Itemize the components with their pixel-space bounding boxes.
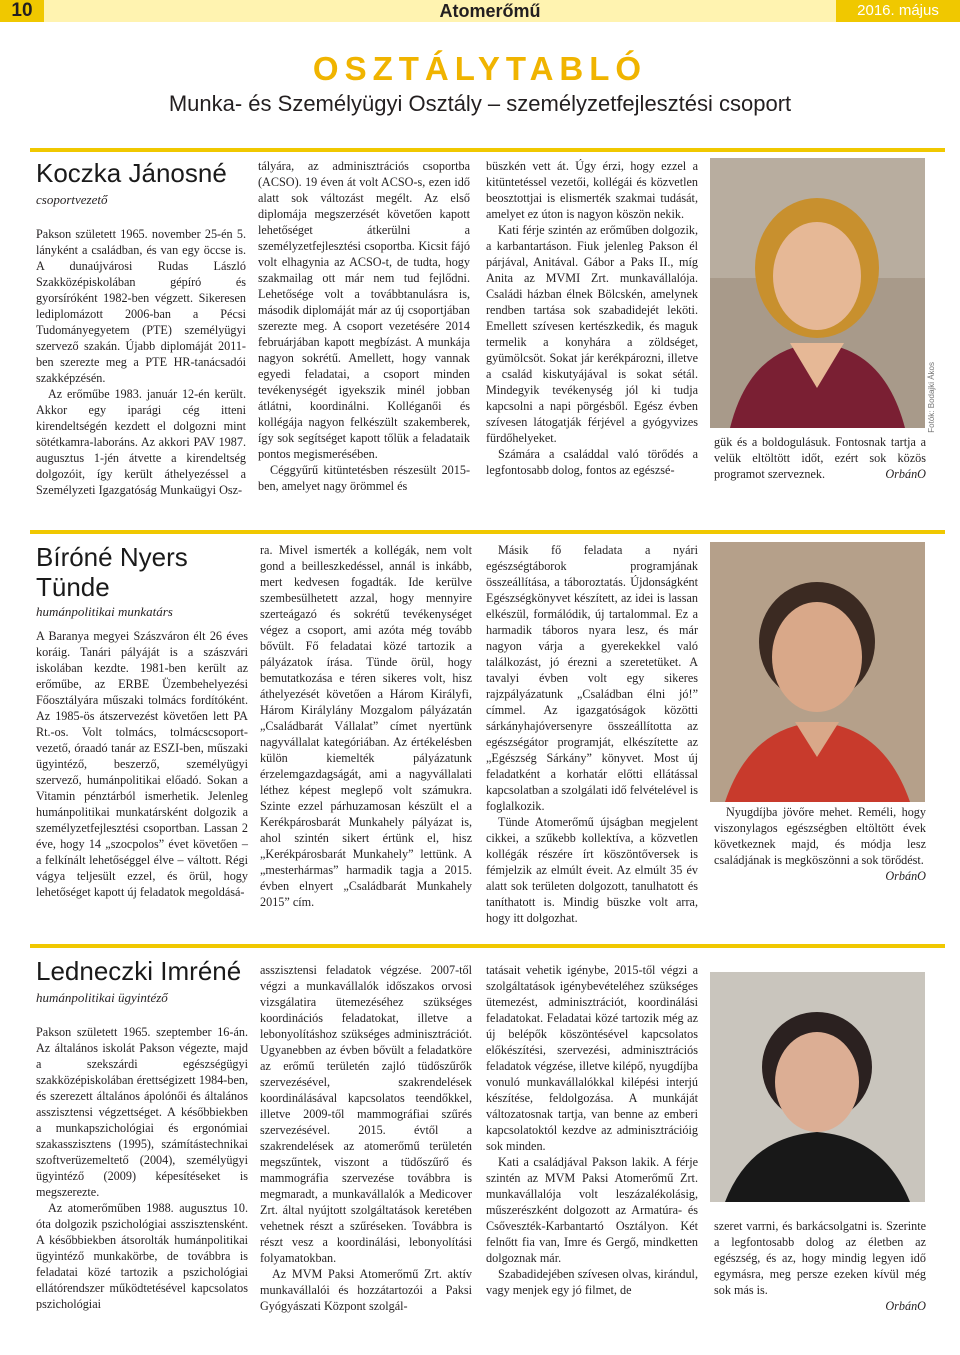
article-column-3	[486, 962, 698, 1298]
section-kicker: OSZTÁLYTABLÓ	[312, 50, 648, 87]
portrait-image	[710, 158, 925, 428]
article-column-1	[36, 1024, 248, 1312]
article-column-1	[36, 628, 248, 900]
issue-date: 2016. május	[836, 0, 960, 22]
paragraph: tályára, az adminisztrációs csoportba (ACSO). 19 éven át volt ACSO-s, ezen idő alatt sok változást megélt. Az első diplomája megszerzését követően kapott lehetőséget átkerülni a személyzetfejlesztési csoportba. Kicsit fájó volt elhagynia az ACSO-t, de tudta, hogy szakmailag ott már nem tud fejlődni. Lehetősége volt a továbbtanulásra is, második diplomáját már az új csoportjában szerezte meg. A csoport vezetésére 2014 februárjában kapott megbízást. A munkája nagyon sokrétű. Amellett, hogy vannak egyedi feladatai, a csoport minden tevékenységét igyekszik minél jobban átlátni, koordinálni. Kolléganői és kollégája nagyon felkészült szakemberek, így sok segítséget kapott tőlük a feladataik pontos megismerésében.	[258, 159, 470, 461]
portrait-image	[710, 542, 925, 802]
author-signature: OrbánO	[885, 869, 926, 883]
author-signature: OrbánO	[885, 1299, 926, 1313]
paragraph: Pakson született 1965. szeptember 16-án. Az általános iskolát Pakson végezte, majd a szekszárdi egészségügyi szakközépiskolában érettségizett 1984-ben, és szerezett általános ápolónői és általános asszisztensi végzettséget. A későbbiekben a munkapszichológiai és ergonómiai szakasszisztens (1995), számítástechnikai szoftverüzemeltető (2004), személyügyi ügyintéző (2009) képesítéseket is megszerezte.	[36, 1025, 248, 1199]
paragraph: Pakson született 1965. november 25-én 5. lányként a családban, és van egy öccse is. A dunaújvárosi Rudas László Szakközépiskolában gépíró és gyorsíróként 1982-ben végzett. Sikeresen lediplomázott 2006-ban a Pécsi Tudományegyetem (PTE) személyügyi szervező szakán. Újabb diplomáját 2011-ben szerezte meg a PTE HR-tanácsadói szakképzésén.	[36, 227, 246, 385]
publication-title: Atomerőmű	[439, 1, 541, 21]
photo-credit: Fotók: Bodajki Ákos	[927, 362, 936, 433]
profile-name: Koczka Jánosné	[36, 158, 227, 188]
page-subtitle: Munka- és Személyügyi Osztály – személyzetfejlesztési csoport	[168, 91, 792, 116]
profile-birone	[30, 530, 945, 925]
paragraph: Az erőműbe 1983. január 12-én került. Akkor egy iparági cég itteni kirendeltségén kezdett el dolgozni mint sötétkamra-laboráns. Az akkori PAV 1987. augusztus 1-jén átvette a kirendeltség dolgozóit, így került áthelyezéssel a Személyzeti Igazgatóság Munkaügyi Osz-	[36, 387, 246, 497]
paragraph: Nyugdíjba jövőre mehet. Reméli, hogy viszonylagos egészségben eltöltött évek következnek majd, és módja lesz családjának is megköszönni a sok törődést.	[714, 805, 926, 867]
article-column-4	[714, 1218, 926, 1314]
article-column-2	[260, 542, 472, 910]
paragraph	[714, 434, 926, 482]
paragraph: ra. Mivel ismerték a kollégák, nem volt gond a beilleszkedéssel, annál is inkább, mert kedvesen fogadták. Ide kerülve szembesülhetett azzal, hogy mennyire szerteágazó és sokrétű tevékenységet végez a csoport, ami azóta még tovább bővült. Fő feladatai közé tartozik a pályázatok írása. Tünde örül, hogy bemutatkozása e téren sikeres volt, hisz áthelyezését követően a Három Királyfi, Három Királylány Mozgalom pályázatán „Családbarát Vállalat” címet nyertünk nagyvállalat kategóriában. Az értékelésben külön kiemelték pályázatunk érzelemgazdagságát, ami a nagyvállalati léthez képest meglepő volt számukra. Szinte ezzel párhuzamosan készült el a Kerékpárosbarát Munkahely pályázat is, ahol szintén sikert értünk el, hisz „Kerékpárosbarát Munkahely” lettünk. A „mesterhármas” harmadik tagja a 2015. évben elnyert „Családbarát Munkahely 2015” cím.	[260, 543, 472, 909]
paragraph: Céggyűrű kitüntetésben részesült 2015-ben, amelyet nagy örömmel és	[258, 463, 470, 493]
article-column-4	[714, 804, 926, 884]
portrait-image	[710, 972, 925, 1202]
profile-name: Bíróné Nyers Tünde	[36, 542, 188, 602]
paragraph: szeret varrni, és barkácsolgatni is. Szerinte a legfontosabb dolog az életben az egészség, és az, hogy mindig legyen idő egymásra, meg persze ezeken kívül még sok más is.	[714, 1219, 926, 1297]
paragraph: A Baranya megyei Szászváron élt 26 éves koráig. Tanári pályáját is a szászvári iskolában kezdte. 1981-ben került az erőműbe, az ERBE Üzembehelyezési Főosztályára műszaki tolmács fordítóként. Az 1985-ös átszervezést követően lett PA Rt.-os. Volt tolmács, tolmácscsoport-vezető, óraadó tanár az ESZI-ben, műszaki ügyintéző, beszerző, személyügyi szervező, humánpolitikai előadó. Sokan a Vitamin pénztárból ismerhetik. Jelenleg humánpolitikai munkatársként dolgozik a személyzetfejlesztési csoportban. Lassan 2 éve, hogy 14 „szocpolos” évet követően – a felkínált lehetőséggel élve – váltott. Régi vágya teljesült ezzel, és örül, hogy lehetőséget kapott új feladatok megoldásá-	[36, 629, 248, 899]
paragraph: tatásait vehetik igénybe, 2015-től végzi a szolgáltatások igénybevételéhez szükséges ütemezést, adminisztrációt, koordinálási feladatokat. Feladatai közé tartozik még az új belépők köszöntésével kapcsolatos előkészítési, szervezési, adminisztrációs feladatok végzése, illetve kilépő, nyugdíjba vonuló munkavállalókkal kilépési interjú készítése, feldolgozása. A munkáját változatosnak tartja, van benne az emberi kapcsolatoktól kezdve az adminisztrációig sok minden.	[486, 963, 698, 1153]
paragraph: Kati férje szintén az erőműben dolgozik, a karbantartáson. Fiuk jelenleg Pakson él párjával, Anitával. Gábor a Paks II., míg Anita az MVMI Zrt. munkavállalója. Családi házban élnek Bölcskén, amelynek rendben tartása sok szabadidejét leköti. Emellett szívesen kertészkedik, és maguk termelik a konyhára a zöldséget, gyümölcsöt. Sokat jár kerékpározni, illetve a család kiskutyájával is sokat sétál. Mindegyik tevékenység jól ki tudja kapcsolni a napi pörgésből. Egész évben szívesen látogatják férjével a gyógyvizes fürdőhelyeket.	[486, 223, 698, 445]
profile-koczka	[30, 148, 945, 508]
paragraph: Az atomerőműben 1988. augusztus 10. óta dolgozik pszichológiai asszisztensként. A későbbiekben átsorolták humánpolitikai ügyintéző munkakörbe, de továbbra is feladatai közé tartozik a pszichológiai ellátórendszer működtetésével kapcsolatos pszichológiai	[36, 1201, 248, 1311]
paragraph: Másik fő feladata a nyári egészségtáborok programjának összeállítása, a táboroztatás. Újdonságként Egészségkönyvet készített, az idei is lassan elkészül, formálódik, új tartalommal. Ez a harmadik táboros nyara lesz, és már nagyon várja a gyerekekkel való találkozást, jó érezni a szeretetüket. A tavalyi évben volt egy sikeres rajzpályázatunk „Családban élni jó!” címmel. Az igazgatóságok közötti sárkányhajóversenyre összeállította az egészségátor programját, elkészítette az „Egészség Sárkány” könyvet. Most új feladatként a korhatár előtti ellátással kapcsolatban a szolgálati idő felvételével is foglalkozik.	[486, 543, 698, 813]
paragraph: Kati a családjával Pakson lakik. A férje szintén az MVM Paksi Atomerőmű Zrt. munkavállalója volt leszázalékolásig, műszerészként dolgozott az Armatúra- és Csőveszték-Karbantartó Osztályon. Két felnőtt fia van, Imre és Gergő, mindketten dolgoznak már.	[486, 1155, 698, 1265]
profile-role: humánpolitikai munkatárs	[36, 604, 173, 619]
paragraph: Szabadidejében szívesen olvas, kirándul, vagy menjek egy jó filmet, de	[486, 1267, 698, 1297]
paragraph-text: gük és a boldogulásuk. Fontosnak tartja a velük eltöltött időt, ezért sok közös programot szerveznek.	[714, 435, 926, 481]
paragraph: Az MVM Paksi Atomerőmű Zrt. aktív munkavállalói és hozzátartozói a Paksi Gyógyászati Központ szolgál-	[260, 1267, 472, 1313]
author-signature: OrbánO	[885, 467, 926, 481]
article-column-2	[260, 962, 472, 1314]
page-number: 10	[0, 0, 44, 22]
paragraph: Számára a családdal való törődés a legfontosabb dolog, fontos az egészsé-	[486, 447, 698, 477]
portrait-photo	[710, 158, 925, 428]
profile-name: Ledneczki Imréné	[36, 956, 242, 986]
article-column-1	[36, 226, 246, 498]
portrait-photo	[710, 542, 925, 802]
page-header	[0, 0, 960, 22]
paragraph: büszkén vett át. Úgy érzi, hogy ezzel a kitüntetéssel vezetői, kollégái és közvetlen beosztottjai is elismerték szakmai tudását, amelyet ez úton is nagyon köszön nekik.	[486, 159, 698, 221]
portrait-photo	[710, 972, 925, 1202]
paragraph: Tünde Atomerőmű újságban megjelent cikkei, a szűkebb kollektíva, a közvetlen kollégák részére írt köszöntőversek is fémjelzik az elmúlt éveit. Az elmúlt 35 év alatt sok területen dolgozott, tanulhatott és taníthatott is. Mindig büszke volt arra, hogy itt dolgozhat.	[486, 815, 698, 925]
article-column-3	[486, 542, 698, 926]
paragraph: asszisztensi feladatok végzése. 2007-től végzi a munkavállalók időszakos orvosi vizsgálatira ütemezéséhez szükséges koordinációs feladatokat, illetve a lebonyolításhoz szükséges adminisztrációt. Ugyanebben az évben bővült a feladatköre az erőmű területén zajló tüdőszűrők szervezésével, szakrendelések koordinálásával kapcsolatos teendőkkel, illetve 2009-től mammográfiai szűrés szervezésével. 2015. évtől a szakrendelések az atomerőmű területén megszűntek, viszont a tüdőszűrő és mammográfia szervezése továbbra is megmaradt, a munkavállalók a Medicover Zrt. által nyújtott szolgáltatások keretében vehetnek részt a szűréseken. Továbbra is részt vesz a koordinálási, lebonyolítási folyamatokban.	[260, 963, 472, 1265]
article-column-4	[714, 434, 926, 482]
profile-role: csoportvezető	[36, 192, 108, 207]
article-column-2	[258, 158, 470, 494]
article-column-3	[486, 158, 698, 478]
profile-ledneczki	[30, 944, 945, 1334]
profile-role: humánpolitikai ügyintéző	[36, 990, 168, 1005]
